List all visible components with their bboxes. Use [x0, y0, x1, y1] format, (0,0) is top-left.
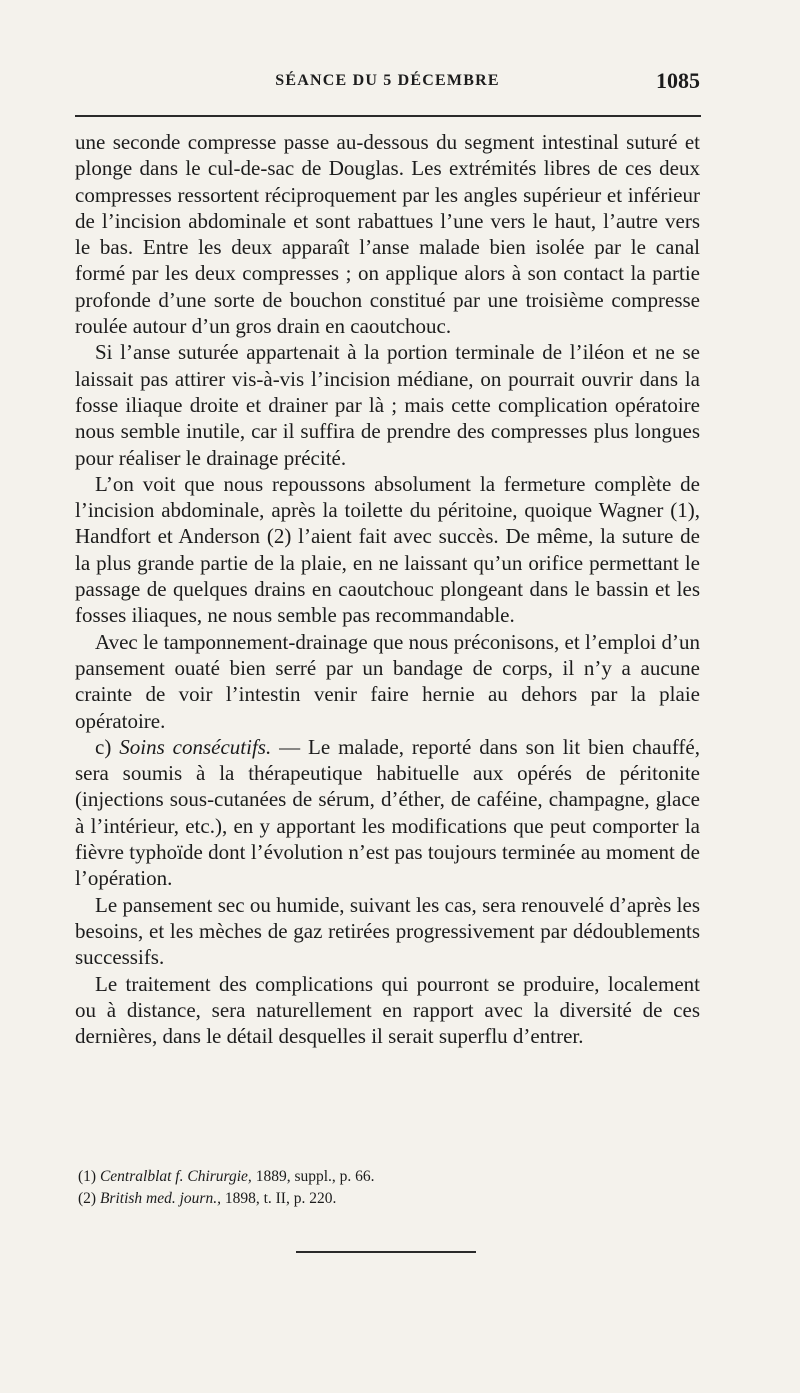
footnote-ref: 1889, suppl., p. 66.	[251, 1168, 375, 1185]
footnote-mark: (1)	[78, 1168, 100, 1185]
page-number: 1085	[656, 68, 700, 93]
closing-rule	[296, 1251, 476, 1253]
section-heading: Soins consécutifs.	[119, 734, 272, 759]
footnote-source: Centralblat f. Chirurgie,	[99, 1168, 252, 1185]
footnote-ref: 1898, t. II, p. 220.	[220, 1190, 337, 1207]
paragraph-text: — Le malade, reporté dans son lit bien chauffé, sera soumis à la thérapeutique habituelle aux opérés de péritonite (injections sous-cutanées de sérum, d’éther, de caféine, champagne, glace à l’intérieur, etc.), en y apportant les modifications que peut comporter la fièvre typhoïde dont l’évolution n’est pas toujours terminée au moment de l’opération.	[75, 734, 700, 891]
body-text	[75, 129, 700, 1049]
paragraph: une seconde compresse passe au-dessous du segment intestinal suturé et plonge dans le cul-de-sac de Douglas. Les extrémités libres de ces deux compresses ressortent réciproquement par les angles supérieur et inférieur de l’incision abdominale et sont rabattues l’une vers le haut, l’autre vers le bas. Entre les deux apparaît l’anse malade bien isolée par le canal formé par les deux compresses ; on applique alors à son contact la partie profonde d’une sorte de bouchon constitué par une troisième compresse roulée autour d’un gros drain en caoutchouc.	[75, 130, 700, 339]
footnote	[78, 1166, 698, 1188]
paragraph: Le pansement sec ou humide, suivant les cas, sera renouvelé d’après les besoins, et les mèches de gaz retirées progressivement par dédoublements successifs.	[75, 892, 700, 970]
paragraph: Le traitement des complications qui pourront se produire, localement ou à distance, sera naturellement en rapport avec la diversité de ces dernières, dans le détail desquelles il serait superflu d’entrer.	[75, 971, 700, 1049]
running-title: SÉANCE DU 5 DÉCEMBRE	[275, 72, 500, 89]
paragraph-soins-consecutifs	[75, 734, 700, 892]
footnote-mark: (2)	[78, 1190, 100, 1207]
footnote-source: British med. journ.,	[99, 1190, 221, 1207]
page-header	[75, 68, 700, 102]
footnote	[78, 1188, 698, 1210]
paragraph: Avec le tamponnement-drainage que nous préconisons, et l’emploi d’un pansement ouaté bien serré par un bandage de corps, il n’y a aucune crainte de voir l’intestin venir faire hernie au dehors par la plaie opératoire.	[75, 629, 700, 733]
header-rule	[75, 115, 701, 117]
paragraph: L’on voit que nous repoussons absolument la fermeture complète de l’incision abdominale, après la toilette du péritoine, quoique Wagner (1), Handfort et Anderson (2) l’aient fait avec succès. De même, la suture de la plus grande partie de la plaie, en ne laissant qu’un orifice permettant le passage de quelques drains en caoutchouc plongeant dans le bassin et les fosses iliaques, ne nous semble pas recommandable.	[75, 471, 700, 628]
section-letter: c)	[95, 734, 120, 759]
paragraph: Si l’anse suturée appartenait à la portion terminale de l’iléon et ne se laissait pas attirer vis-à-vis l’incision médiane, on pourrait ouvrir dans la fosse iliaque droite et drainer par là ; mais cette complication opératoire nous semble inutile, car il suffira de prendre des compresses plus longues pour réaliser le drainage précité.	[75, 340, 700, 470]
footnotes	[78, 1166, 698, 1210]
